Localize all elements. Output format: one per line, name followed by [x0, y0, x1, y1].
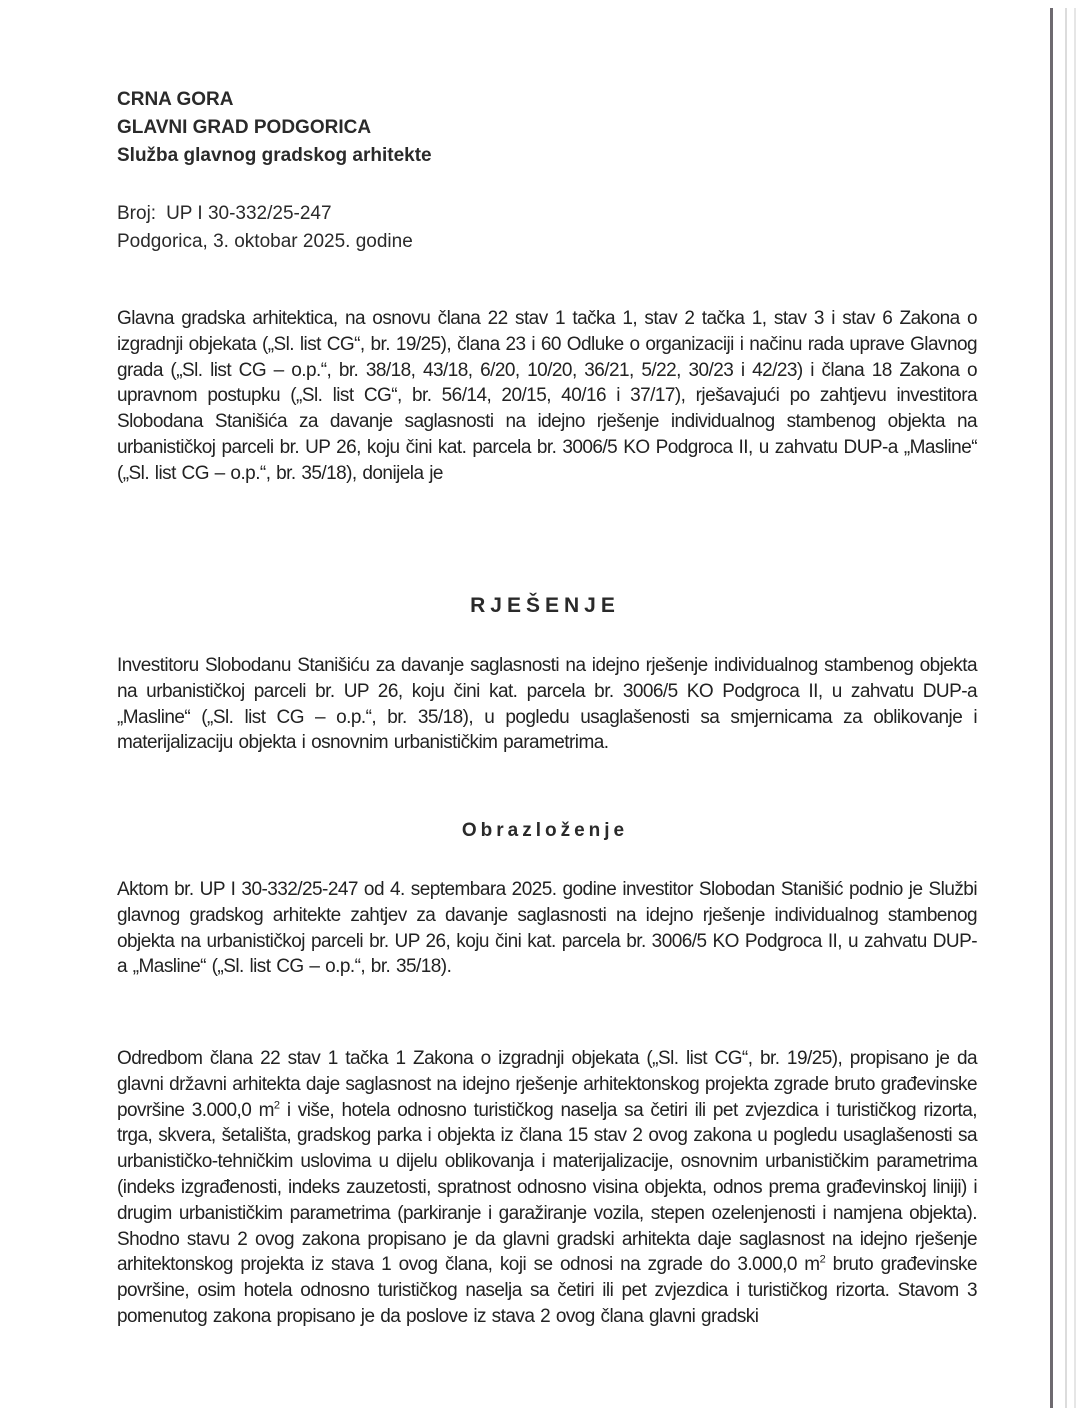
- paragraph-text: bruto građevinske površine, osim hotela odnosno turističkog naselja sa četiri ili pet zvjezdica i turističkog rizorta. Stavom 3 pomenutog zakona propisano je da poslove iz stava 2 ovog člana glavni gradski: [117, 1254, 977, 1327]
- intro-paragraph: Glavna gradska arhitektica, na osnovu člana 22 stav 1 tačka 1, stav 2 tačka 1, stav 3 i stav 6 Zakona o izgradnji objekata („Sl. list CG“, br. 19/25), člana 23 i 60 Odluke o organizaciji i načinu rada uprave Glavnog grada („Sl. list CG – o.p.“, br. 38/18, 43/18, 6/20, 10/20, 36/21, 5/22, 30/23 i 42/23) i člana 18 Zakona o upravnom postupku („Sl. list CG“, br. 56/14, 20/15, 40/16 i 37/17), rješavajući po zahtjevu investitora Slobodana Stanišića za davanje saglasnosti na idejno rješenje individualnog stambenog objekta na urbanističkoj parceli br. UP 26, koju čini kat. parcela br. 3006/5 KO Podgroca II, u zahvatu DUP-a „Masline“ („Sl. list CG – o.p.“, br. 35/18), donijela je: [117, 308, 977, 484]
- page-edge-line: [1065, 8, 1067, 1408]
- reference-label: Broj:: [117, 203, 157, 224]
- superscript: 2: [819, 1254, 826, 1267]
- decision-heading: RJEŠENJE: [470, 594, 620, 617]
- decision-paragraph: Investitoru Slobodanu Stanišiću za davanje saglasnosti na idejno rješenje individualnog stambenog objekta na urbanističkoj parceli br. UP 26, koju čini kat. parcela br. 3006/5 KO Podgroca II, u zahvatu DUP-a „Masline“ („Sl. list CG – o.p.“, br. 35/18), u pogledu usaglašenosti sa smjernicama za oblikovanje i materijalizaciju objekta i osnovnim urbanističkim parametrima.: [117, 655, 977, 754]
- page-edge-line: [1074, 8, 1076, 1408]
- reasoning-paragraph-1: Aktom br. UP I 30-332/25-247 od 4. septembara 2025. godine investitor Slobodan Stanišić podnio je Službi glavnog gradskog arhitekte zahtjev za davanje saglasnosti na idejno rješenje individualnog stambenog objekta na urbanističkoj parceli br. UP 26, koju čini kat. parcela br. 3006/5 KO Podgroca II, u zahvatu DUP-a „Masline“ („Sl. list CG – o.p.“, br. 35/18).: [117, 879, 977, 978]
- letterhead: [117, 86, 432, 170]
- country-name: CRNA GORA: [117, 89, 234, 110]
- document-meta: [117, 200, 413, 256]
- paragraph-text: Odredbom člana 22 stav 1 tačka 1 Zakona o izgradnji objekata („Sl. list CG“, br. 19/25), propisano je da glavni državni arhitekta daje saglasnost na idejno rješenje arhitektonskog projekta zgrade bruto građevinske površine 3.000,0 m: [117, 1048, 977, 1121]
- reference-value: UP I 30-332/25-247: [166, 203, 332, 224]
- place-date: Podgorica, 3. oktobar 2025. godine: [117, 231, 413, 252]
- city-name: GLAVNI GRAD PODGORICA: [117, 117, 372, 138]
- reference-number: [117, 200, 413, 228]
- superscript: 2: [273, 1099, 280, 1112]
- reasoning-paragraph-2: [117, 1046, 977, 1330]
- reasoning-heading: Obrazloženje: [461, 820, 629, 841]
- paragraph-text: i više, hotela odnosno turističkog naselja sa četiri ili pet zvjezdica i turističkog rizorta, trga, skvera, šetališta, gradskog parka i objekta iz člana 15 stav 2 ovog zakona u pogledu usaglašenosti sa urbanističko-tehničkim uslovima u dijelu oblikovanja i materijalizacije, osnovnim urbanističkim parametrima (indeks izgrađenosti, indeks zauzetosti, spratnost odnosno visina objekta, odnos prema građevinskoj liniji) i drugim urbanističkim parametrima (parkiranje i garažiranje vozila, stepen ozelenjenosti i namjena objekta). Shodno stavu 2 ovog zakona propisano je da glavni gradski arhitekta daje saglasnost na idejno rješenje arhitektonskog projekta iz stava 1 ovog člana, koji se odnosi na zgrade do 3.000,0 m: [117, 1099, 977, 1276]
- page-edge-line: [1050, 8, 1053, 1408]
- office-name: Služba glavnog gradskog arhitekte: [117, 145, 432, 166]
